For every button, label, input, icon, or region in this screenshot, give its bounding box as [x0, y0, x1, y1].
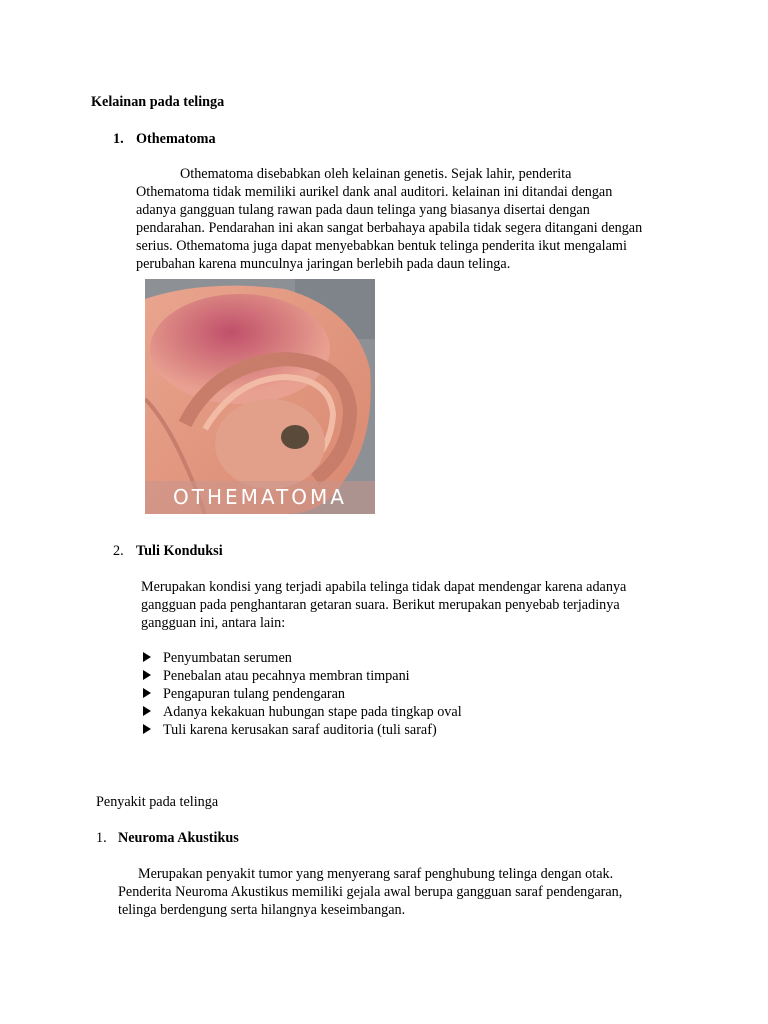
section2-title: Tuli Konduksi [136, 543, 223, 559]
list-item: Penyumbatan serumen [143, 649, 462, 667]
paragraph-line: adanya gangguan tulang rawan pada daun telinga yang biasanya disertai dengan [136, 202, 590, 218]
arrow-bullet-icon [143, 670, 151, 680]
paragraph-line: pendarahan. Pendarahan ini akan sangat berbahaya apabila tidak segera ditangani dengan [136, 220, 643, 236]
section3-title-row [96, 829, 239, 847]
paragraph-line: gangguan pada penghantaran getaran suara. Berikut merupakan penyebab terjadinya [141, 597, 620, 613]
section1-number: 1. [113, 131, 124, 147]
causes-bullet-list [143, 649, 462, 739]
paragraph-line: telinga berdengung serta hilangnya keseimbangan. [118, 902, 406, 918]
section3-title: Neuroma Akustikus [118, 830, 239, 846]
paragraph-line: Penderita Neuroma Akustikus memiliki gejala awal berupa gangguan saraf pendengaran, [118, 884, 623, 900]
section-heading-kelainan: Kelainan pada telinga [91, 94, 225, 110]
paragraph-line: Othematoma disebabkan oleh kelainan genetis. Sejak lahir, penderita [180, 166, 572, 182]
section-heading-penyakit: Penyakit pada telinga [96, 794, 219, 810]
section2-number: 2. [113, 543, 124, 559]
section3-number: 1. [96, 830, 107, 846]
arrow-bullet-icon [143, 724, 151, 734]
othematoma-ear-image [145, 279, 375, 514]
paragraph-line: serius. Othematoma juga dapat menyebabkan bentuk telinga penderita ikut mengalami [136, 238, 627, 254]
section2-title-row [113, 542, 223, 560]
arrow-bullet-icon [143, 652, 151, 662]
section1-title-row [113, 130, 216, 148]
section3-paragraph [118, 865, 622, 919]
list-item: Penebalan atau pecahnya membran timpani [143, 667, 462, 685]
arrow-bullet-icon [143, 706, 151, 716]
paragraph-line: Merupakan kondisi yang terjadi apabila telinga tidak dapat mendengar karena adanya [141, 579, 627, 595]
list-item: Adanya kekakuan hubungan stape pada tingkap oval [143, 703, 462, 721]
section1-title: Othematoma [136, 131, 216, 147]
paragraph-line: Merupakan penyakit tumor yang menyerang saraf penghubung telinga dengan otak. [138, 866, 614, 882]
paragraph-line: gangguan ini, antara lain: [141, 615, 286, 631]
arrow-bullet-icon [143, 688, 151, 698]
image-caption: OTHEMATOMA [145, 481, 375, 514]
list-item: Tuli karena kerusakan saraf auditoria (tuli saraf) [143, 721, 462, 739]
ear-illustration [145, 279, 375, 514]
section2-paragraph [141, 578, 626, 632]
paragraph-line: Othematoma tidak memiliki aurikel dank anal auditori. kelainan ini ditandai dengan [136, 184, 613, 200]
paragraph-line: perubahan karena munculnya jaringan berlebih pada daun telinga. [136, 256, 511, 272]
list-item: Pengapuran tulang pendengaran [143, 685, 462, 703]
section1-paragraph [136, 165, 642, 273]
